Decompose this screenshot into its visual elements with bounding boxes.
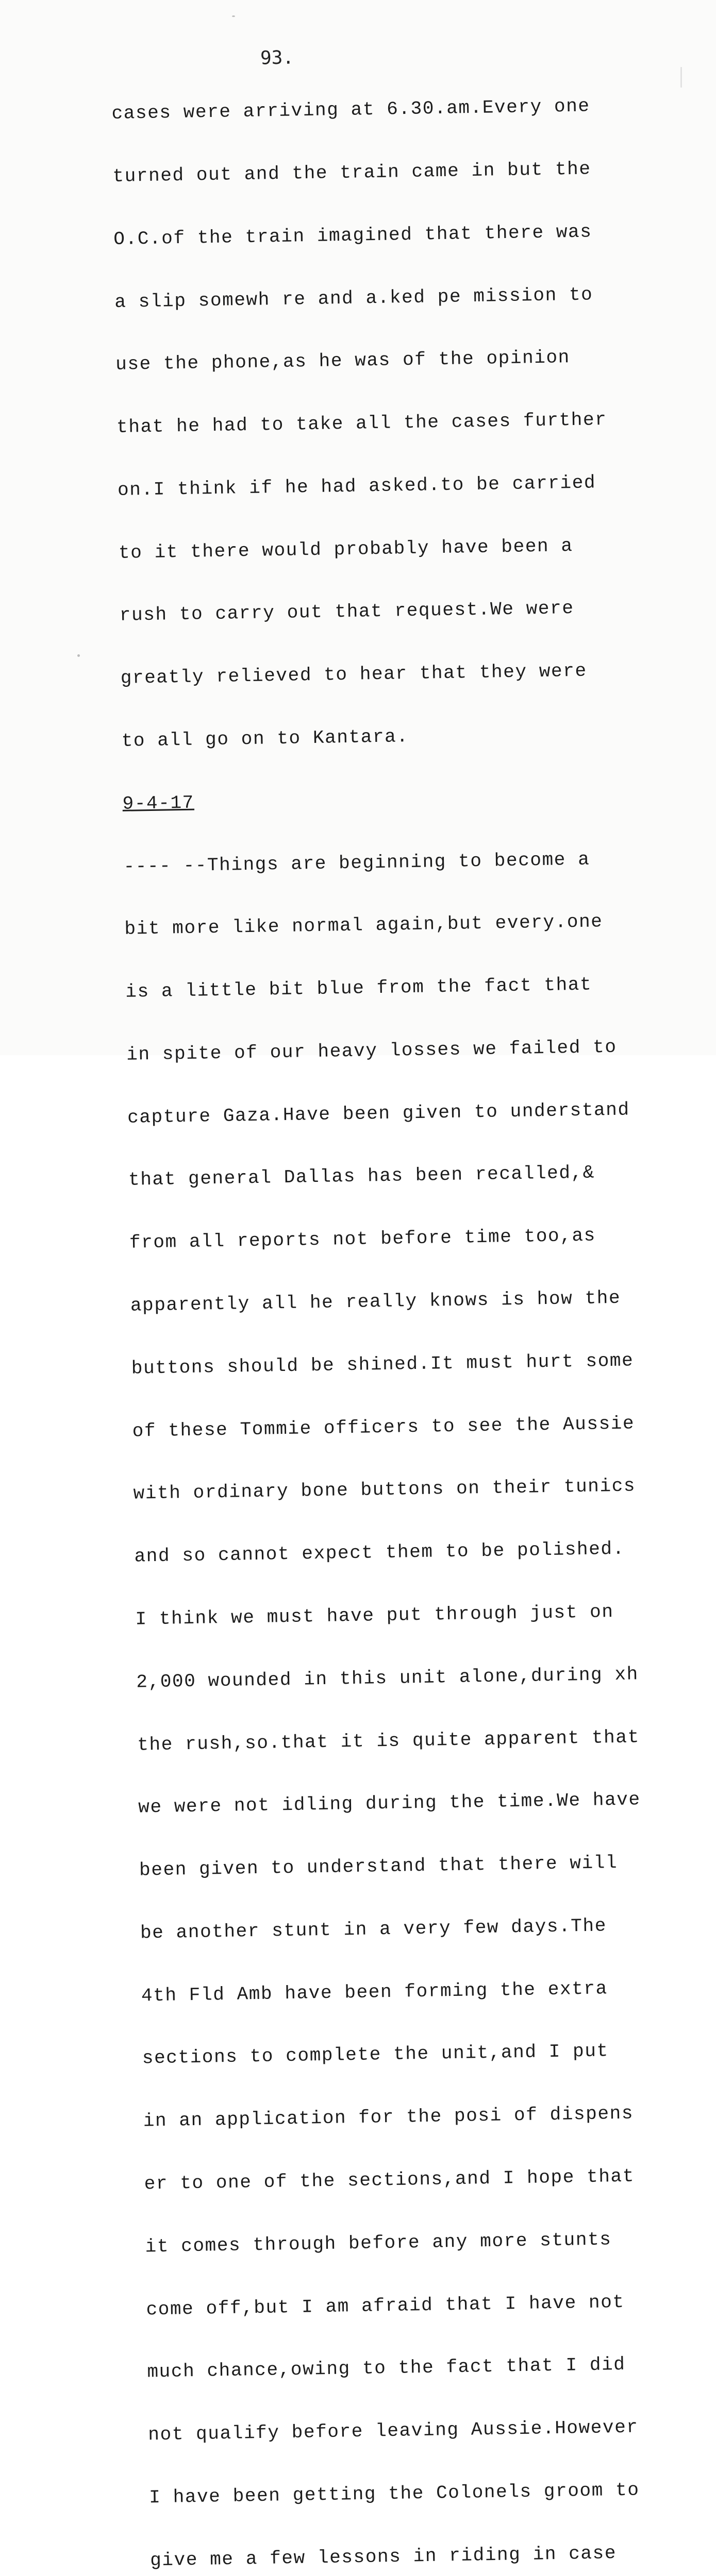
text-line: to all go on to Kantara.: [121, 726, 409, 752]
text-line: I think we must have put through just on: [135, 1601, 614, 1630]
text-line: be another stunt in a very few days.The: [140, 1915, 607, 1944]
text-line: the rush,so.that it is quite apparent that: [137, 1726, 640, 1756]
text-line: not qualify before leaving Aussie.However: [148, 2416, 639, 2446]
text-line: in spite of our heavy losses we failed to: [126, 1036, 617, 1065]
text-line: we were not idling during the time.We have: [138, 1789, 641, 1818]
text-line: 2,000 wounded in this unit alone,during xh: [136, 1664, 639, 1693]
text-line: use the phone,as he was of the opinion: [115, 347, 571, 376]
text-line: I have been getting the Colonels groom to: [148, 2479, 640, 2509]
text-line: that general Dallas has been recalled,&: [128, 1162, 595, 1191]
text-line: 4th Fld Amb have been forming the extra: [141, 1977, 608, 2007]
entry-date-heading: 9-4-17: [122, 792, 195, 815]
text-line: a slip somewh re and a.ked pe mission to: [114, 283, 593, 313]
text-line: with ordinary bone buttons on their tunics: [133, 1475, 636, 1505]
paper-speck: [232, 15, 235, 17]
text-line: from all reports not before time too,as: [129, 1225, 596, 1253]
text-line: to it there would probably have been a: [118, 535, 573, 564]
text-line: capture Gaza.Have been given to understand: [127, 1099, 630, 1128]
text-line: buttons should be shined.It must hurt some: [131, 1350, 634, 1379]
text-line: apparently all he really knows is how the: [130, 1287, 621, 1316]
text-line: greatly relieved to hear that they were: [120, 660, 587, 689]
text-line: give me a few lessons in riding in case: [149, 2542, 617, 2571]
text-line: that he had to take all the cases further: [116, 409, 607, 438]
text-line: er to one of the sections,and I hope that: [144, 2165, 635, 2195]
text-line: and so cannot expect them to be polished.: [134, 1538, 625, 1567]
text-line: of these Tommie officers to see the Aussie: [132, 1412, 635, 1442]
text-line: sections to complete the unit,and I put: [142, 2040, 609, 2069]
text-line: in an application for the posi of dispens: [143, 2103, 634, 2132]
text-line: on.I think if he had asked.to be carried: [117, 472, 596, 501]
text-line: come off,but I am afraid that I have not: [146, 2291, 625, 2320]
page-number: 93.: [260, 47, 294, 69]
text-line: bit more like normal again,but every.one: [124, 911, 603, 940]
text-line: cases were arriving at 6.30.am.Every one: [111, 95, 590, 125]
text-line: been given to understand that there will: [139, 1852, 618, 1881]
text-line: turned out and the train came in but the: [112, 158, 591, 187]
text-line: is a little bit blue from the fact that: [125, 974, 592, 1003]
entry-first-line: ---- --Things are beginning to become a: [123, 849, 590, 877]
paper-speck: [77, 654, 80, 657]
text-line: much chance,owing to the fact that I did: [147, 2354, 626, 2383]
text-line: it comes through before any more stunts: [145, 2229, 612, 2258]
typed-text-body: [111, 53, 709, 2576]
text-line: O.C.of the train imagined that there was: [113, 221, 592, 250]
paper-speck: [680, 67, 682, 88]
text-line: rush to carry out that request.We were: [119, 598, 574, 626]
